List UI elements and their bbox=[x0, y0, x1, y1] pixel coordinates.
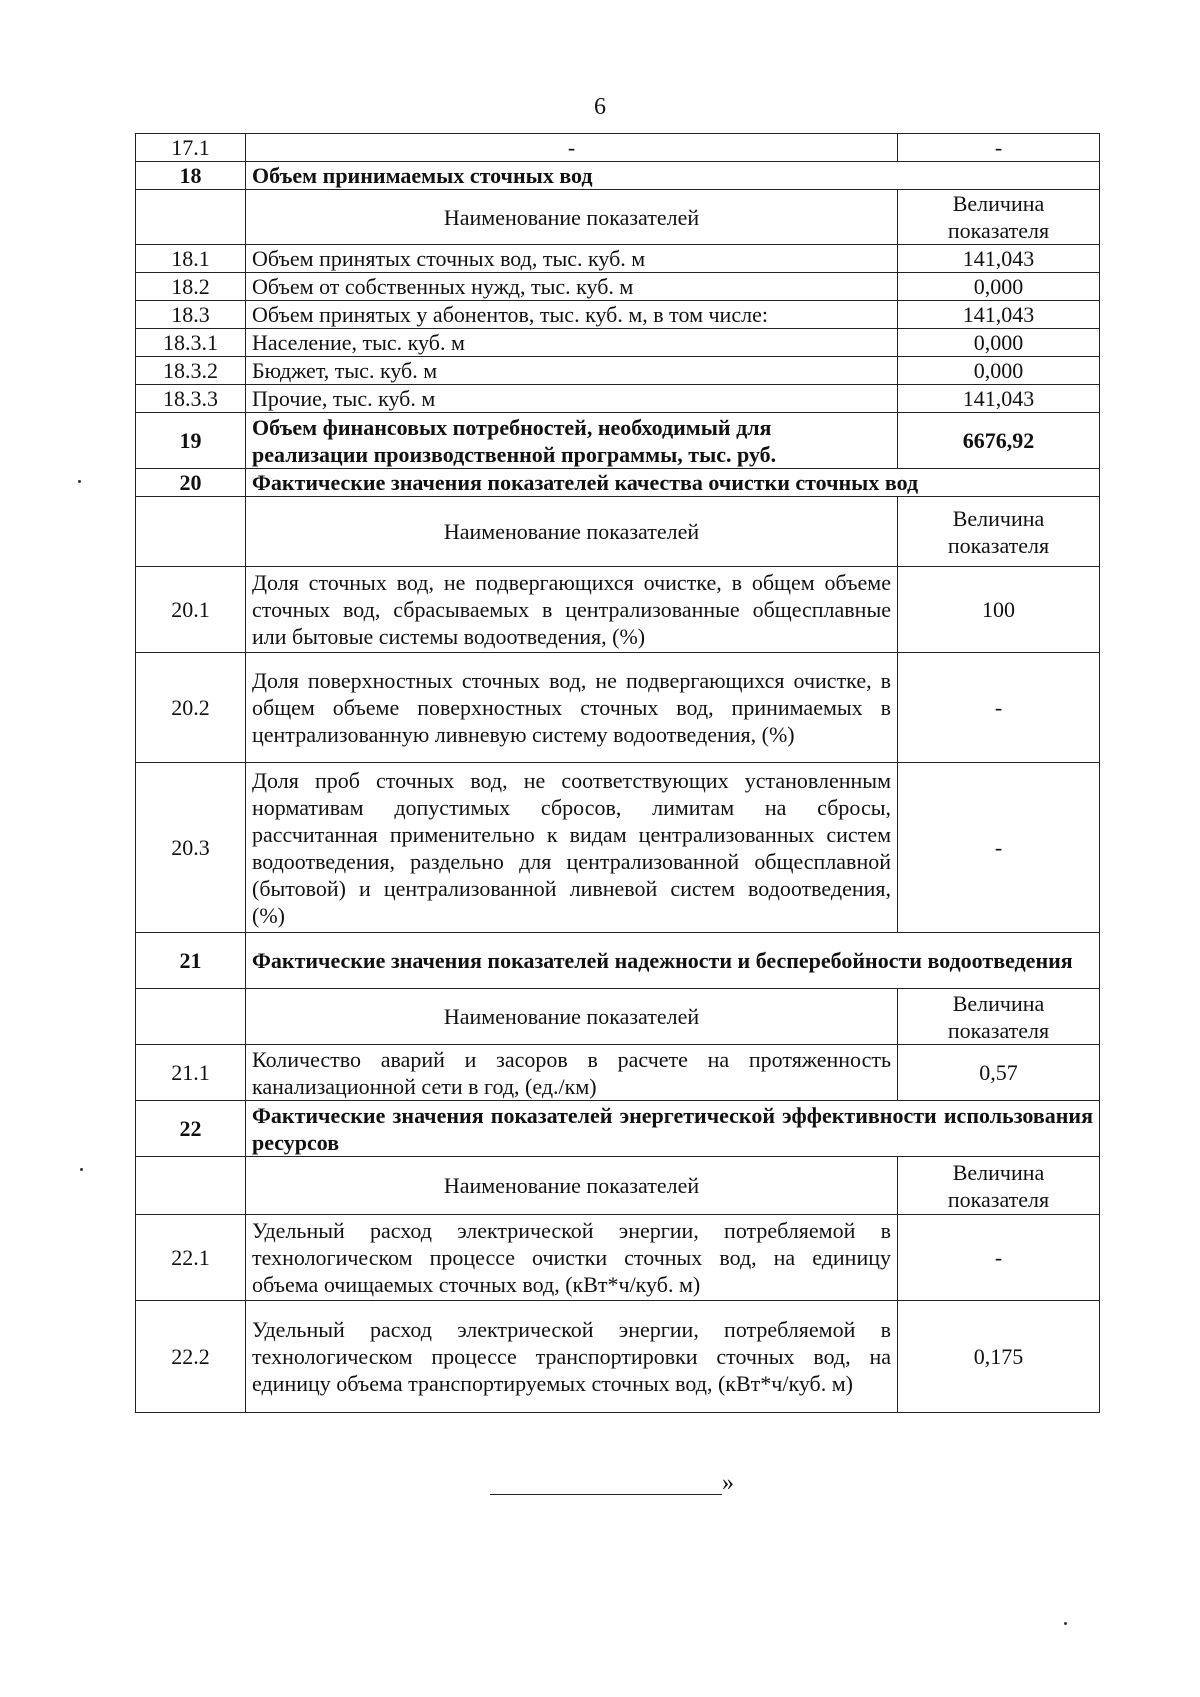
section-number: 21 bbox=[136, 933, 246, 989]
header-row bbox=[136, 497, 1100, 567]
table-row bbox=[136, 653, 1100, 763]
scan-speck bbox=[1064, 1622, 1067, 1625]
indicator-name: Доля поверхностных сточных вод, не подвергающихся очистке, в общем объеме поверхностных сточных вод, принимаемых в централизованную ливневую систему водоотведения, (%) bbox=[246, 653, 898, 763]
section-row bbox=[136, 933, 1100, 989]
section-row bbox=[136, 1101, 1100, 1157]
section-number: 19 bbox=[136, 413, 246, 469]
indicator-name: Доля сточных вод, не подвергающихся очистке, в общем объеме сточных вод, сбрасываемых в централизованные общесплавные или бытовые системы водоотведения, (%) bbox=[246, 567, 898, 653]
indicator-name: Бюджет, тыс. куб. м bbox=[246, 357, 898, 385]
section-title: Фактические значения показателей качества очистки сточных вод bbox=[246, 469, 1100, 497]
indicator-name: Удельный расход электрической энергии, потребляемой в технологическом процессе транспортировки сточных вод, на единицу объема транспортируемых сточных вод, (кВт*ч/куб. м) bbox=[246, 1301, 898, 1413]
indicator-value: - bbox=[898, 763, 1100, 933]
row-number: 18.3.3 bbox=[136, 385, 246, 413]
table-row bbox=[136, 134, 1100, 162]
section-number: 18 bbox=[136, 162, 246, 190]
section-row bbox=[136, 162, 1100, 190]
row-number: 20.1 bbox=[136, 567, 246, 653]
row-number: 20.3 bbox=[136, 763, 246, 933]
section-title: Объем принимаемых сточных вод bbox=[246, 162, 1100, 190]
indicators-table bbox=[135, 133, 1100, 1413]
header-value: Величина показателя bbox=[898, 1157, 1100, 1215]
section-row bbox=[136, 413, 1100, 469]
header-number-cell bbox=[136, 190, 246, 245]
row-number: 20.2 bbox=[136, 653, 246, 763]
scan-speck bbox=[78, 480, 81, 483]
section-row bbox=[136, 469, 1100, 497]
header-number-cell bbox=[136, 989, 246, 1045]
indicator-name: Прочие, тыс. куб. м bbox=[246, 385, 898, 413]
indicator-name: Доля проб сточных вод, не соответствующих установленным нормативам допустимых сбросов, лимитам на сбросы, рассчитанная применительно к видам централизованных систем водоотведения, раздельно для централизованной общесплавной (бытовой) и централизованной ливневой систем водоотведения, (%) bbox=[246, 763, 898, 933]
table-row bbox=[136, 301, 1100, 329]
table-row bbox=[136, 329, 1100, 357]
indicator-value: 141,043 bbox=[898, 245, 1100, 273]
row-number: 22.2 bbox=[136, 1301, 246, 1413]
indicator-name: Объем финансовых потребностей, необходимый для реализации производственной программы, тыс. руб. bbox=[246, 413, 898, 469]
header-name: Наименование показателей bbox=[246, 190, 898, 245]
header-number-cell bbox=[136, 497, 246, 567]
row-number: 17.1 bbox=[136, 134, 246, 162]
indicator-value: 141,043 bbox=[898, 301, 1100, 329]
header-value: Величина показателя bbox=[898, 497, 1100, 567]
indicator-value: 0,000 bbox=[898, 273, 1100, 301]
table-row bbox=[136, 1215, 1100, 1301]
indicator-value: - bbox=[898, 134, 1100, 162]
header-name: Наименование показателей bbox=[246, 989, 898, 1045]
closing-line bbox=[490, 1469, 734, 1497]
indicator-value: 0,175 bbox=[898, 1301, 1100, 1413]
header-number-cell bbox=[136, 1157, 246, 1215]
closing-underline bbox=[490, 1494, 722, 1495]
table-row bbox=[136, 1045, 1100, 1101]
header-value: Величина показателя bbox=[898, 190, 1100, 245]
header-row bbox=[136, 1157, 1100, 1215]
indicator-name: Количество аварий и засоров в расчете на протяженность канализационной сети в год, (ед./км) bbox=[246, 1045, 898, 1101]
header-value: Величина показателя bbox=[898, 989, 1100, 1045]
section-number: 22 bbox=[136, 1101, 246, 1157]
row-number: 22.1 bbox=[136, 1215, 246, 1301]
indicator-value: - bbox=[898, 653, 1100, 763]
indicator-value: 0,000 bbox=[898, 357, 1100, 385]
header-name: Наименование показателей bbox=[246, 1157, 898, 1215]
section-number: 20 bbox=[136, 469, 246, 497]
row-number: 18.2 bbox=[136, 273, 246, 301]
row-number: 18.3.1 bbox=[136, 329, 246, 357]
row-number: 18.3.2 bbox=[136, 357, 246, 385]
indicator-name: - bbox=[246, 134, 898, 162]
header-row bbox=[136, 190, 1100, 245]
closing-quote: » bbox=[722, 1470, 734, 1496]
table-row bbox=[136, 273, 1100, 301]
indicator-name: Удельный расход электрической энергии, потребляемой в технологическом процессе очистки сточных вод, на единицу объема очищаемых сточных вод, (кВт*ч/куб. м) bbox=[246, 1215, 898, 1301]
indicator-value: 100 bbox=[898, 567, 1100, 653]
table-row bbox=[136, 1301, 1100, 1413]
header-name: Наименование показателей bbox=[246, 497, 898, 567]
indicator-name: Объем принятых сточных вод, тыс. куб. м bbox=[246, 245, 898, 273]
table-row bbox=[136, 357, 1100, 385]
indicator-name: Объем от собственных нужд, тыс. куб. м bbox=[246, 273, 898, 301]
section-title: Фактические значения показателей надежности и бесперебойности водоотведения bbox=[246, 933, 1100, 989]
table-row bbox=[136, 763, 1100, 933]
row-number: 21.1 bbox=[136, 1045, 246, 1101]
indicator-value: - bbox=[898, 1215, 1100, 1301]
row-number: 18.1 bbox=[136, 245, 246, 273]
indicator-value: 0,57 bbox=[898, 1045, 1100, 1101]
table-row bbox=[136, 385, 1100, 413]
page-number: 6 bbox=[594, 94, 606, 120]
table-row bbox=[136, 245, 1100, 273]
row-number: 18.3 bbox=[136, 301, 246, 329]
indicator-value: 0,000 bbox=[898, 329, 1100, 357]
header-row bbox=[136, 989, 1100, 1045]
table-row bbox=[136, 567, 1100, 653]
indicator-name: Население, тыс. куб. м bbox=[246, 329, 898, 357]
scan-speck bbox=[80, 1168, 83, 1171]
section-title: Фактические значения показателей энергетической эффективности использования ресурсов bbox=[246, 1101, 1100, 1157]
indicator-name: Объем принятых у абонентов, тыс. куб. м, в том числе: bbox=[246, 301, 898, 329]
indicator-value: 141,043 bbox=[898, 385, 1100, 413]
indicator-value: 6676,92 bbox=[898, 413, 1100, 469]
